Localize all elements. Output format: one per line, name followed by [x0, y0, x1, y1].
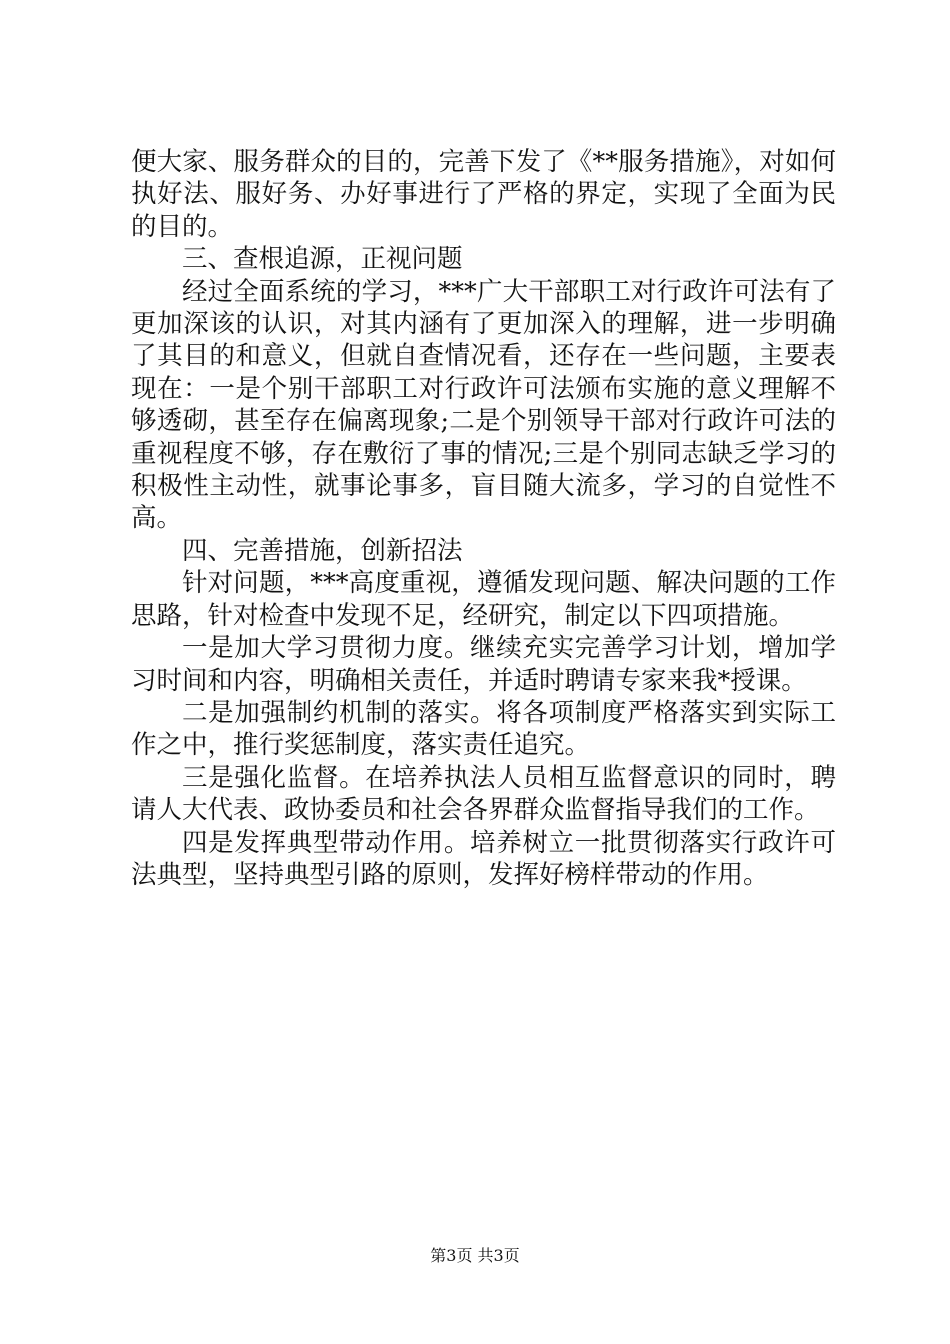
paragraph-measure-3: 三是强化监督。在培养执法人员相互监督意识的同时，聘请人大代表、政协委员和社会各界群众监督指导我们的工作。	[131, 762, 836, 826]
paragraph-measures-intro: 针对问题，***高度重视，遵循发现问题、解决问题的工作思路，针对检查中发现不足，经研究，制定以下四项措施。	[131, 568, 836, 631]
paragraph-continuation: 便大家、服务群众的目的，完善下发了《**服务措施》，对如何执好法、服好务、办好事进行了严格的界定，实现了全面为民的目的。	[131, 147, 836, 242]
paragraph-measure-1: 一是加大学习贯彻力度。继续充实完善学习计划，增加学习时间和内容，明确相关责任，并适时聘请专家来我*授课。	[131, 633, 836, 696]
section-heading-3: 三、查根追源，正视问题	[182, 244, 463, 275]
paragraph-self-check: 经过全面系统的学习，***广大干部职工对行政许可法有了更加深该的认识，对其内涵有了更加深入的理解，进一步明确了其目的和意义，但就自查情况看，还存在一些问题，主要表现在：一是个别干部职工对行政许可法颁布实施的意义理解不够透砌，甚至存在偏离现象;二是个别领导干部对行政许可法的重视程度不够，存在敷衍了事的情况;三是个别同志缺乏学习的积极性主动性，就事论事多，盲目随大流多，学习的自觉性不高。	[131, 276, 836, 534]
document-body	[131, 146, 836, 891]
section-heading-4: 四、完善措施，创新招法	[182, 535, 463, 566]
paragraph-measure-2: 二是加强制约机制的落实。将各项制度严格落实到实际工作之中，推行奖惩制度，落实责任追究。	[131, 697, 836, 761]
paragraph-measure-4: 四是发挥典型带动作用。培养树立一批贯彻落实行政许可法典型，坚持典型引路的原则，发挥好榜样带动的作用。	[131, 827, 836, 890]
page-number-footer: 第3页 共3页	[430, 1246, 520, 1265]
